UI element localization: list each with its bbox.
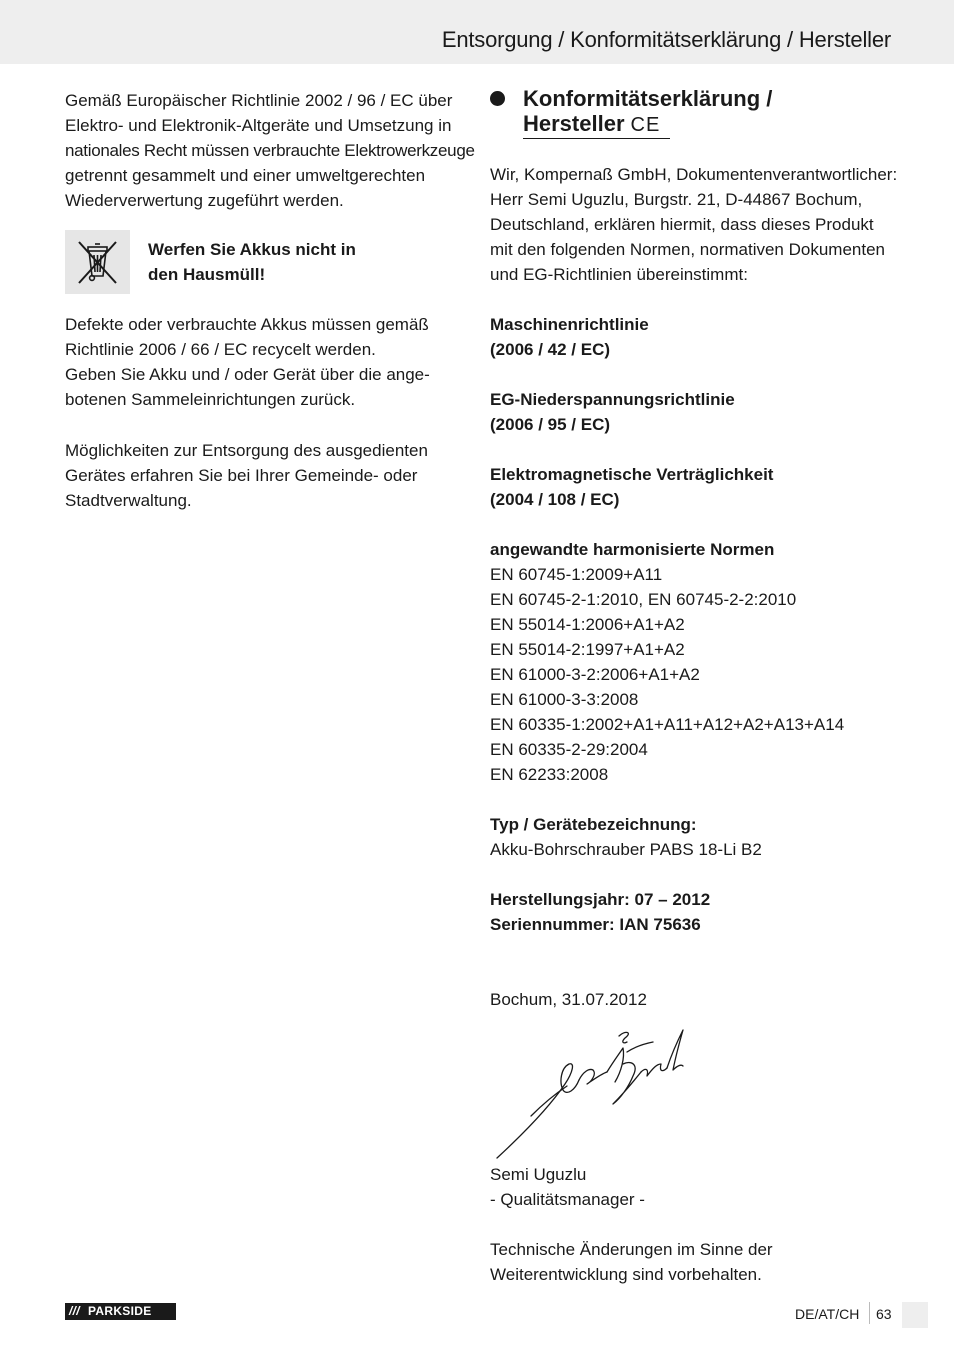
directive-name: Maschinenrichtlinie — [490, 315, 649, 334]
heading-underline — [523, 138, 670, 139]
directive-emc — [490, 462, 900, 512]
heading-line: Konformitätserklärung / — [523, 86, 773, 111]
norm-item: EN 61000-3-2:2006+A1+A2 — [490, 665, 700, 684]
text-line: Deutschland, erklären hiermit, dass dieses Produkt — [490, 215, 874, 234]
text-line: nationales Recht müssen verbrauchte Elektrowerkzeuge — [65, 141, 475, 160]
text-line: Weiterentwicklung sind vorbehalten. — [490, 1265, 762, 1284]
text-line: botenen Sammeleinrichtungen zurück. — [65, 390, 356, 409]
battery-warning — [148, 237, 468, 287]
text-line: Geben Sie Akku und / oder Gerät über die ange- — [65, 365, 430, 384]
warning-line: Werfen Sie Akkus nicht in — [148, 240, 356, 259]
disposal-options-text — [65, 438, 465, 513]
heading-line-text: Hersteller — [523, 111, 625, 136]
directive-low-voltage — [490, 387, 900, 437]
type-title: Typ / Gerätebezeichnung: — [490, 815, 697, 834]
norm-item: EN 60335-2-29:2004 — [490, 740, 648, 759]
bullet-icon — [490, 91, 505, 106]
signer-text — [490, 1162, 900, 1212]
footer-tab — [902, 1302, 928, 1328]
norm-item: EN 55014-2:1997+A1+A2 — [490, 640, 685, 659]
ce-mark-icon: CE — [630, 114, 661, 136]
text-line: Stadtverwaltung. — [65, 491, 192, 510]
logo-slashes: /// — [69, 1304, 80, 1318]
text-line: Technische Änderungen im Sinne der — [490, 1240, 773, 1259]
directive-text — [490, 462, 900, 512]
text-line: und EG-Richtlinien übereinstimmt: — [490, 265, 748, 284]
norm-item: EN 60745-1:2009+A11 — [490, 565, 663, 584]
directive-text — [490, 312, 900, 362]
warning-line: den Hausmüll! — [148, 265, 266, 284]
technical-notice-text — [490, 1237, 900, 1287]
text-line: Gerätes erfahren Sie bei Ihrer Gemeinde- oder — [65, 466, 418, 485]
place-date — [490, 987, 900, 1012]
crossed-out-wheelie-bin-icon — [65, 230, 130, 294]
footer-divider — [869, 1302, 870, 1324]
norms-list — [490, 537, 900, 787]
directive-number: (2006 / 95 / EC) — [490, 415, 611, 434]
text-line: Herr Semi Uguzlu, Burgstr. 21, D-44867 Bochum, — [490, 190, 863, 209]
text-line: getrennt gesammelt und einer umweltgerechten — [65, 166, 426, 185]
directive-number: (2004 / 108 / EC) — [490, 490, 620, 509]
signer-role: - Qualitätsmanager - — [490, 1190, 645, 1209]
norm-item: EN 60335-1:2002+A1+A11+A12+A2+A13+A14 — [490, 715, 845, 734]
directive-name: EG-Niederspannungsrichtlinie — [490, 390, 735, 409]
production-info — [490, 887, 900, 937]
disposal-intro-text — [65, 88, 475, 213]
battery-recycling — [65, 312, 465, 412]
production-info-text — [490, 887, 900, 937]
heading-line — [523, 111, 772, 138]
declaration — [490, 162, 900, 287]
text-line: Defekte oder verbrauchte Akkus müssen gemäß — [65, 315, 429, 334]
technical-notice — [490, 1237, 900, 1287]
page-number: 63 — [876, 1306, 892, 1322]
signer — [490, 1162, 900, 1212]
product-type-text — [490, 812, 900, 862]
norm-item: EN 55014-1:2006+A1+A2 — [490, 615, 685, 634]
production-year: Herstellungsjahr: 07 – 2012 — [490, 890, 711, 909]
text-line: Richtlinie 2006 / 66 / EC recycelt werden. — [65, 340, 376, 359]
norm-item: EN 62233:2008 — [490, 765, 609, 784]
disposal-options — [65, 438, 465, 513]
serial-number: Seriennummer: IAN 75636 — [490, 915, 701, 934]
place-date-text: Bochum, 31.07.2012 — [490, 990, 647, 1009]
declaration-text — [490, 162, 900, 287]
norms-text — [490, 537, 900, 787]
directive-machinery — [490, 312, 900, 362]
directive-name: Elektromagnetische Verträglichkeit — [490, 465, 774, 484]
type-value: Akku-Bohrschrauber PABS 18-Li B2 — [490, 840, 762, 859]
norm-item: EN 60745-2-1:2010, EN 60745-2-2:2010 — [490, 590, 797, 609]
parkside-logo — [65, 1303, 176, 1320]
text-line: mit den folgenden Normen, normativen Dokumenten — [490, 240, 885, 259]
product-type — [490, 812, 900, 862]
section-heading-text — [523, 86, 772, 138]
battery-recycling-text — [65, 312, 465, 412]
signature-image — [493, 1024, 693, 1164]
text-line: Wir, Kompernaß GmbH, Dokumentenverantwortlicher: — [490, 165, 898, 184]
text-line: Möglichkeiten zur Entsorgung des ausgedienten — [65, 441, 428, 460]
disposal-intro — [65, 88, 475, 213]
signer-name: Semi Uguzlu — [490, 1165, 587, 1184]
norm-item: EN 61000-3-3:2008 — [490, 690, 639, 709]
directive-text — [490, 387, 900, 437]
text-line: Gemäß Europäischer Richtlinie 2002 / 96 / EC über — [65, 91, 453, 110]
logo-text: PARKSIDE — [88, 1304, 152, 1318]
page-title: Entsorgung / Konformitätserklärung / Hersteller — [441, 27, 891, 52]
language-codes: DE/AT/CH — [795, 1306, 860, 1322]
text-line: Elektro- und Elektronik-Altgeräte und Umsetzung in — [65, 116, 452, 135]
page-header — [0, 0, 954, 64]
directive-number: (2006 / 42 / EC) — [490, 340, 611, 359]
norms-title: angewandte harmonisierte Normen — [490, 540, 775, 559]
text-line: Wiederverwertung zugeführt werden. — [65, 191, 344, 210]
